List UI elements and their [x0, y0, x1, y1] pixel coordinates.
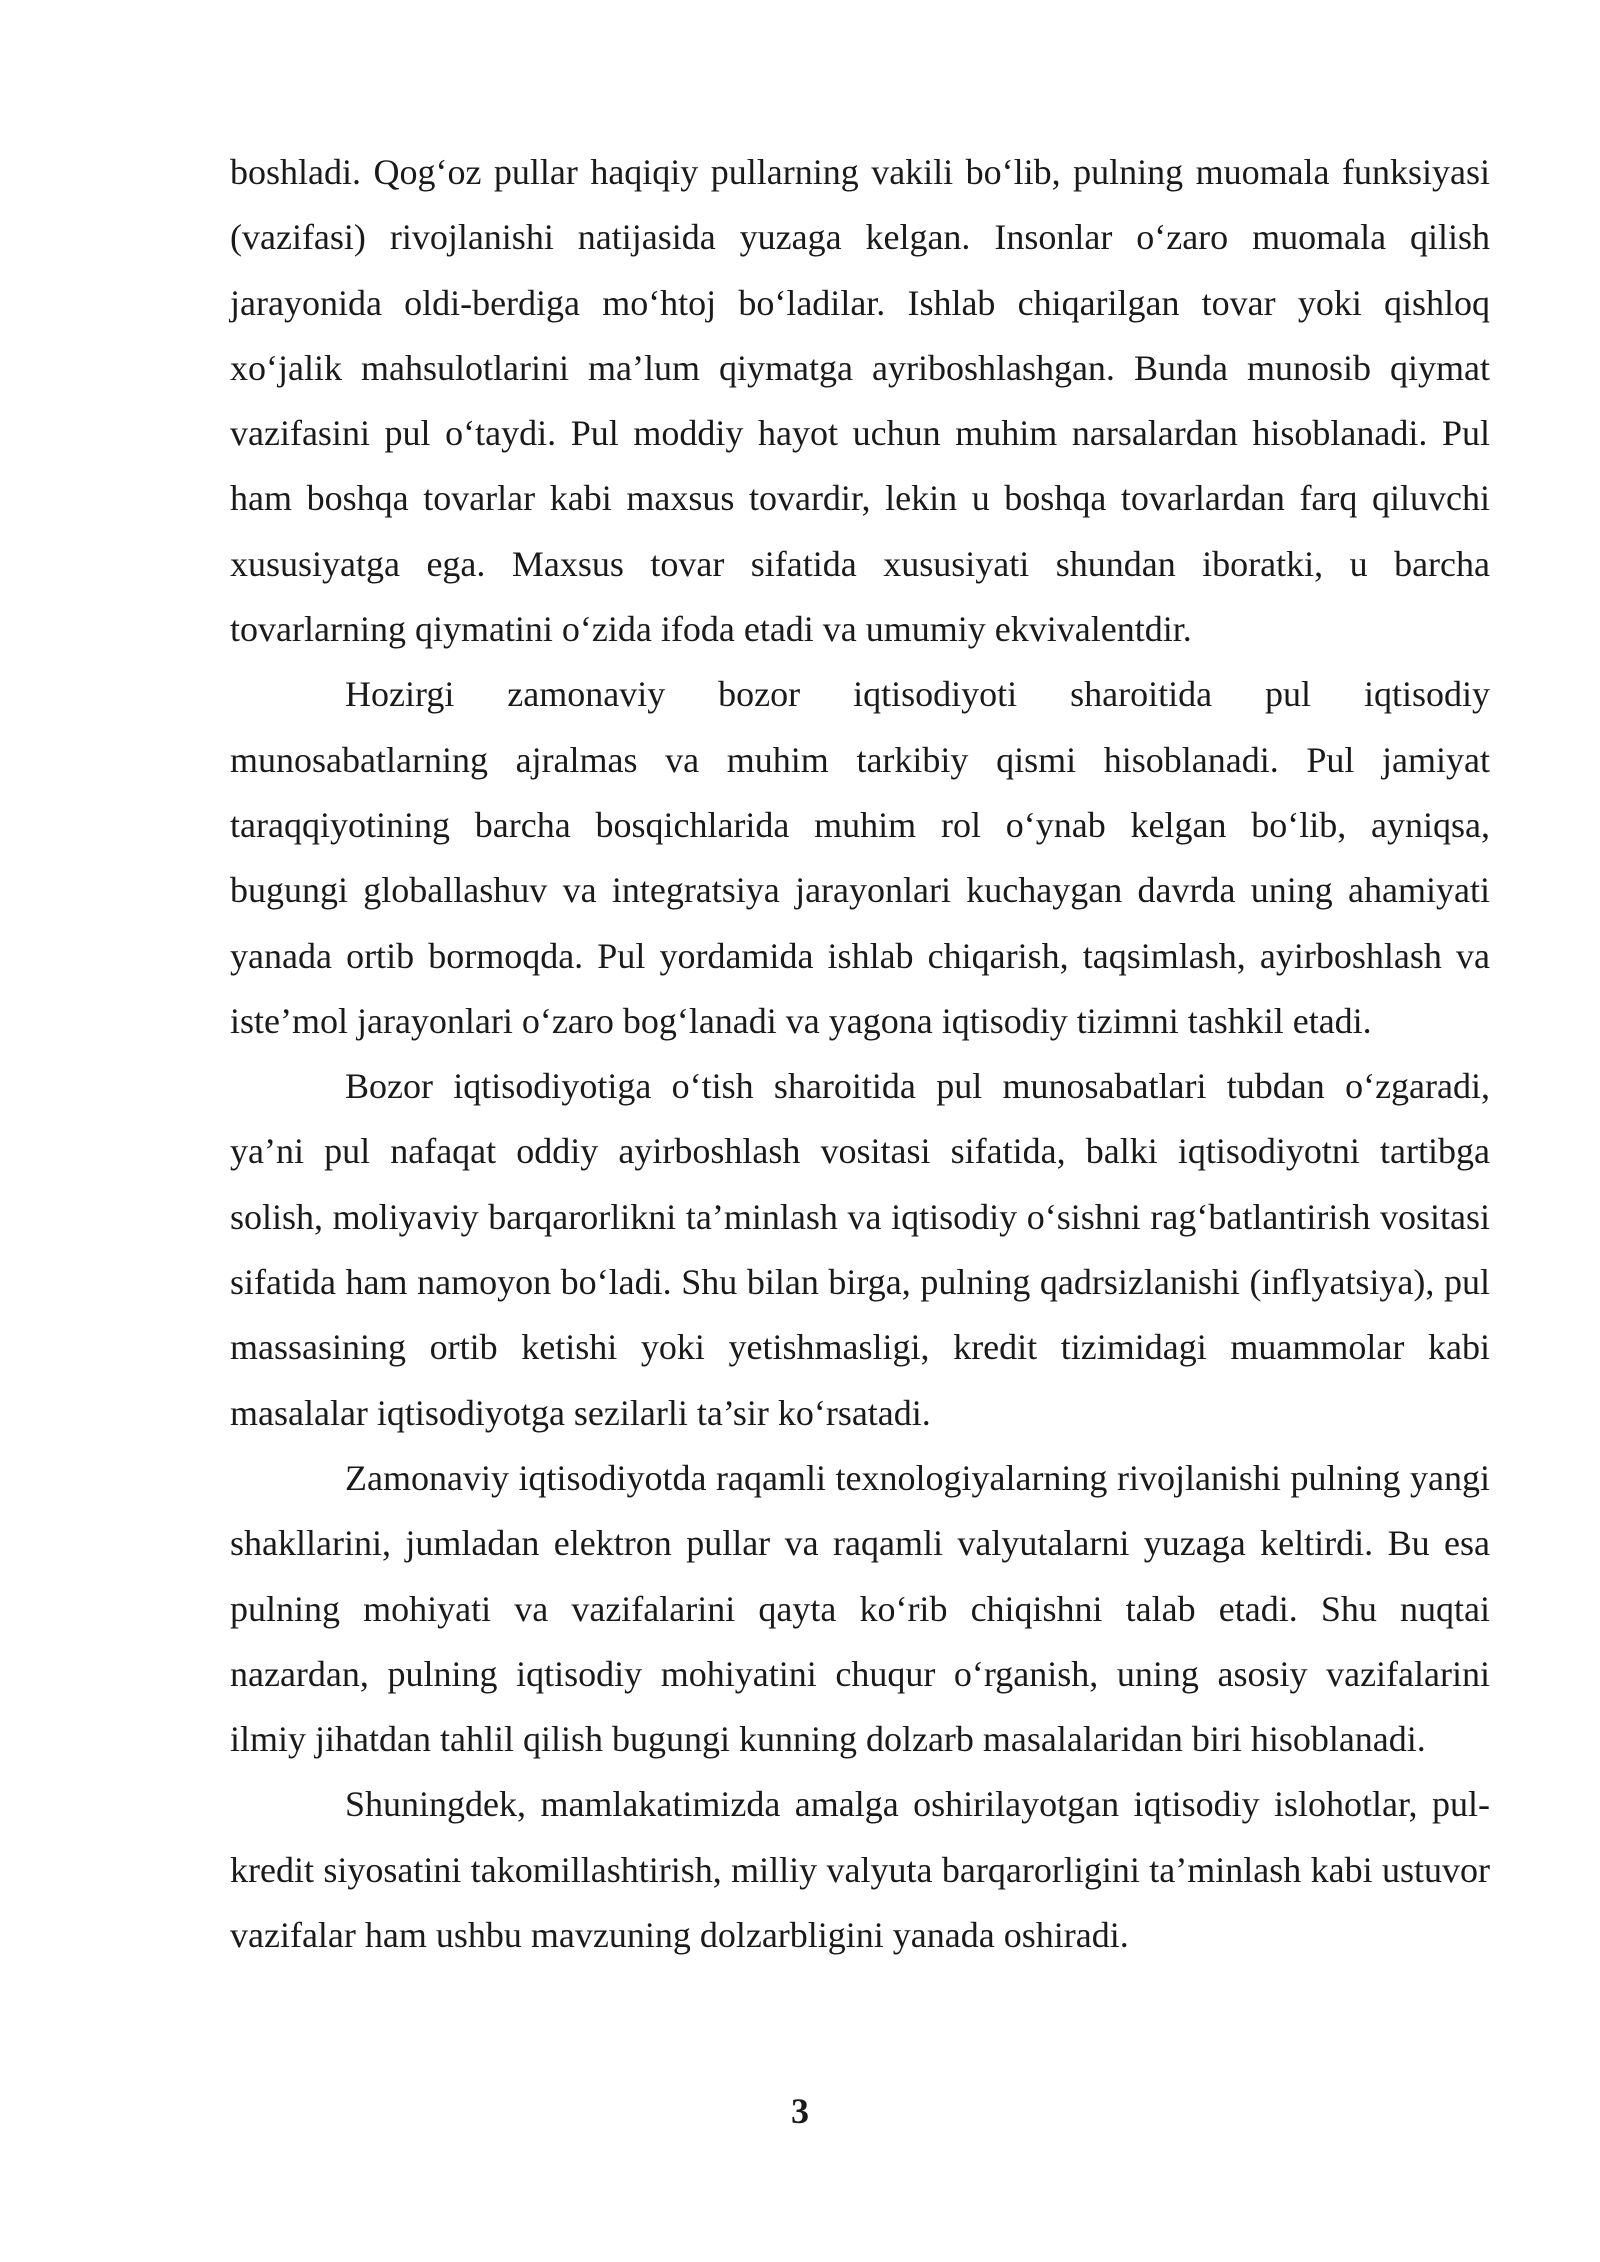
paragraph-market-transition: Bozor iqtisodiyotiga o‘tish sharoitida pul munosabatlari tubdan o‘zgaradi, ya’ni pul nafaqat oddiy ayirboshlash vositasi sifatida, balki iqtisodiyotni tartibga solish, moliyaviy barqarorlikni ta’minlash va iqtisodiy o‘sishni rag‘batlantirish vositasi sifatida ham namoyon bo‘ladi. Shu bilan birga, pulning qadrsizlanishi (inflyatsiya), pul massasining ortib ketishi yoki yetishmasligi, kredit tizimidagi muammolar kabi masalalar iqtisodiyotga sezilarli ta’sir ko‘rsatadi. — [230, 1066, 1490, 1433]
paragraph-continued: boshladi. Qog‘oz pullar haqiqiy pullarning vakili bo‘lib, pulning muomala funksiyasi (vazifasi) rivojlanishi natijasida yuzaga kelgan. Insonlar o‘zaro muomala qilish jarayonida oldi-berdiga mo‘htoj bo‘ladilar. Ishlab chiqarilgan tovar yoki qishloq xo‘jalik mahsulotlarini ma’lum qiymatga ayriboshlashgan. Bunda munosib qiymat vazifasini pul o‘taydi. Pul moddiy hayot uchun muhim narsalardan hisoblanadi. Pul ham boshqa tovarlar kabi maxsus tovardir, lekin u boshqa tovarlardan farq qiluvchi xususiyatga ega. Maxsus tovar sifatida xususiyati shundan iboratki, u barcha tovarlarning qiymatini o‘zida ifoda etadi va umumiy ekvivalentdir. — [230, 152, 1490, 650]
page-number: 3 — [791, 2091, 809, 2131]
paragraph-digital-technologies: Zamonaviy iqtisodiyotda raqamli texnologiyalarning rivojlanishi pulning yangi shakllarini, jumladan elektron pullar va raqamli valyutalarni yuzaga keltirdi. Bu esa pulning mohiyati va vazifalarini qayta ko‘rib chiqishni talab etadi. Shu nuqtai nazardan, pulning iqtisodiy mohiyatini chuqur o‘rganish, uning asosiy vazifalarini ilmiy jihatdan tahlil qilish bugungi kunning dolzarb masalalaridan biri hisoblanadi. — [230, 1457, 1490, 1760]
paragraph-modern-market-economy: Hozirgi zamonaviy bozor iqtisodiyoti sharoitida pul iqtisodiy munosabatlarning ajralmas va muhim tarkibiy qismi hisoblanadi. Pul jamiyat taraqqiyotining barcha bosqichlarida muhim rol o‘ynab kelgan bo‘lib, ayniqsa, bugungi globallashuv va integratsiya jarayonlari kuchaygan davrda uning ahamiyati yanada ortib bormoqda. Pul yordamida ishlab chiqarish, taqsimlash, ayirboshlash va iste’mol jarayonlari o‘zaro bog‘lanadi va yagona iqtisodiy tizimni tashkil etadi. — [230, 674, 1490, 1041]
body-text — [230, 140, 1490, 1968]
paragraph-reforms: Shuningdek, mamlakatimizda amalga oshirilayotgan iqtisodiy islohotlar, pul-kredit siyosatini takomillashtirish, milliy valyuta barqarorligini ta’minlash kabi ustuvor vazifalar ham ushbu mavzuning dolzarbligini yanada oshiradi. — [230, 1784, 1490, 1956]
